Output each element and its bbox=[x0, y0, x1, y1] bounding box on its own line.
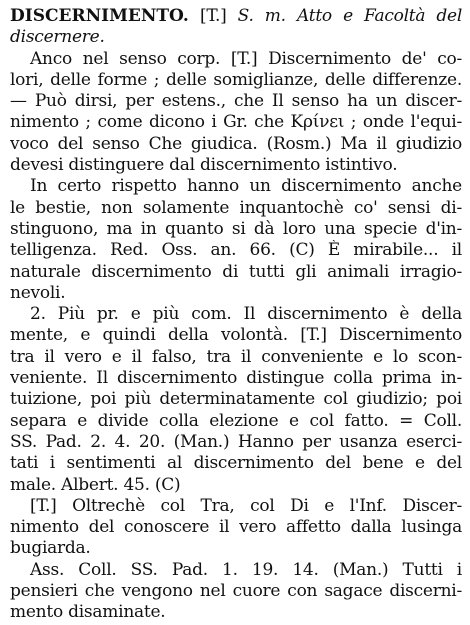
text-line: nimento ; come dicono i Gr. che Κρίνει ; onde l'equi- bbox=[10, 112, 462, 133]
text-line: devesi distinguere dal discernimento istintivo. bbox=[10, 155, 398, 176]
definition-text: Atto e Facoltà del bbox=[297, 6, 462, 26]
source-tag: [T.] bbox=[199, 6, 227, 26]
definition-continuation: discernere. bbox=[10, 27, 105, 48]
grammar-label: S. m. bbox=[237, 6, 286, 26]
text-line: veniente. Il discernimento distingue colla prima in- bbox=[10, 368, 462, 389]
text-line: nimento del conoscere il vero affetto dalla lusinga bbox=[10, 517, 462, 538]
text-line: naturale discernimento di tutti gli animali irragio- bbox=[10, 261, 462, 282]
text-line: mento disaminate. bbox=[10, 602, 166, 623]
text-line: tra il vero e il falso, tra il conveniente e lo scon- bbox=[10, 346, 462, 367]
text-line: mente, e quindi della volontà. [T.] Discernimento bbox=[10, 325, 462, 346]
text-line: [T.] Oltrechè col Tra, col Di e l'Inf. Discer- bbox=[30, 495, 462, 516]
text-line: lori, delle forme ; delle somiglianze, delle differenze. bbox=[10, 69, 462, 90]
text-line: le bestie, non solamente inquantochè co' sensi di- bbox=[10, 197, 462, 218]
text-line: Anco nel senso corp. [T.] Discernimento de' co- bbox=[30, 48, 462, 69]
sense-2-line: 2. Più pr. e più com. Il discernimento è della bbox=[30, 304, 462, 325]
headword: DISCERNIMENTO. bbox=[10, 6, 189, 26]
text-line: nevoli. bbox=[10, 282, 66, 303]
text-line: bugiarda. bbox=[10, 538, 91, 559]
text-line: pensieri che vengono nel cuore con sagace discerni- bbox=[10, 581, 462, 602]
entry-heading-line bbox=[10, 6, 462, 27]
text-line: Ass. Coll. SS. Pad. 1. 19. 14. (Man.) Tutti i bbox=[30, 559, 462, 580]
text-line: — Può dirsi, per estens., che Il senso ha un discer- bbox=[10, 91, 462, 112]
text-line: stinguono, ma in quanto si dà loro una specie d'in- bbox=[10, 218, 462, 239]
text-line: In certo rispetto hanno un discernimento anche bbox=[30, 176, 462, 197]
text-line: tuizione, poi più determinatamente col giudizio; poi bbox=[10, 389, 462, 410]
text-line: voco del senso Che giudica. (Rosm.) Ma il giudizio bbox=[10, 133, 462, 154]
text-line: telligenza. Red. Oss. an. 66. (C) È mirabile... il bbox=[10, 240, 462, 261]
text-line: male. Albert. 45. (C) bbox=[10, 474, 181, 495]
text-line: SS. Pad. 2. 4. 20. (Man.) Hanno per usanza eserci- bbox=[10, 431, 462, 452]
text-line: separa e divide colla elezione e col fatto. = Coll. bbox=[10, 410, 462, 431]
text-line: tati i sentimenti al discernimento del bene e del bbox=[10, 453, 462, 474]
